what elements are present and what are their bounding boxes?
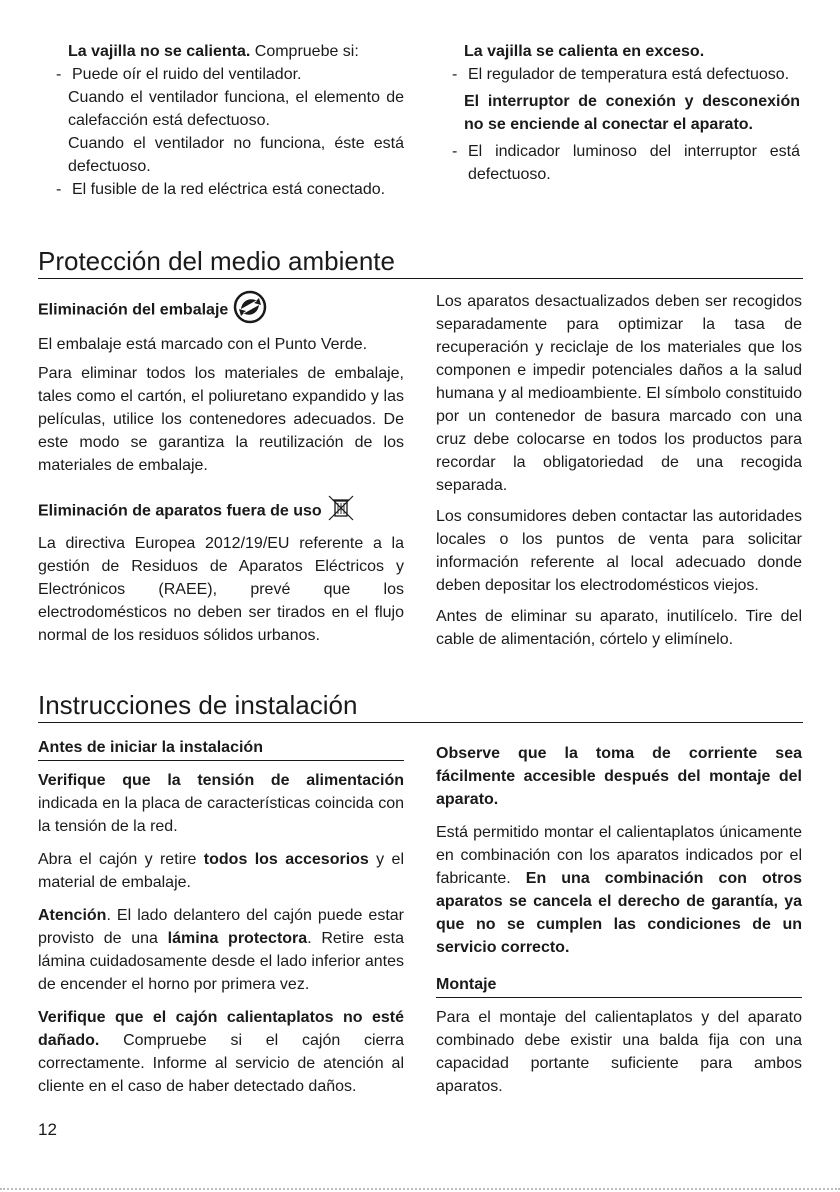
- mounting-heading: Montaje: [436, 973, 802, 998]
- troubleshoot-too-hot: La vajilla se calienta en exceso. - El regulador de temperatura está defectuoso. El interruptor de conexión y desconexión no se enciende al conectar el aparato. - El indicador luminoso del interruptor está defectuoso.: [452, 40, 800, 186]
- green-dot-icon: [233, 290, 267, 331]
- before-install-heading: Antes de iniciar la instalación: [38, 736, 404, 761]
- section-title-installation: Instrucciones de instalación: [38, 690, 803, 723]
- crossed-bin-icon: [326, 493, 356, 530]
- page-number: 12: [38, 1120, 57, 1139]
- appliance-disposal-heading: Eliminación de aparatos fuera de uso: [38, 502, 322, 520]
- environment-left-column: Eliminación del embalaje El embalaje está marcado con el Punto Verde. Para eliminar todos los materiales de embalaje, tales como el cartón, el poliuretano expandido y las películas, utilice los contenedores adecuados. De este modo se garantiza la reutilización de los materiales de embalaje. Eliminación de aparatos fuera de uso La directiva Europea 2012/19/EU referente a la gestión de Residuos de Aparatos Eléctricos y Electrónicos (RAEE), prevé que los electrodomésticos no deben ser tirados en el flujo normal de los residuos sólidos urbanos.: [38, 288, 404, 647]
- troubleshoot-not-hot: La vajilla no se calienta. Compruebe si: - Puede oír el ruido del ventilador. Cuando el ventilador funciona, el elemento de calefacción está defectuoso. Cuando el ventilador no funciona, éste está defectuoso. - El fusible de la red eléctrica está conectado.: [56, 40, 404, 201]
- list-item: - Puede oír el ruido del ventilador.: [56, 66, 302, 83]
- list-item: - El regulador de temperatura está defectuoso.: [452, 66, 790, 83]
- troubleshoot-heading: La vajilla no se calienta.: [68, 43, 251, 60]
- installation-right-column: Observe que la toma de corriente sea fácilmente accesible después del montaje del aparato. Está permitido montar el calientaplatos únicamente en combinación con los aparatos indicados por el fabricante. En una combinación con otros aparatos se cancela el derecho de garantía, ya que no se cumplen las condiciones de un servicio correcto. Montaje Para el montaje del calientaplatos y del aparato combinado debe existir una balda fija con una capacidad portante suficiente para ambos aparatos.: [436, 745, 802, 1095]
- section-title-environment: Protección del medio ambiente: [38, 246, 803, 279]
- installation-left-column: Antes de iniciar la instalación Verifique que la tensión de alimentación indicada en la placa de características coincida con la tensión de la red. Abra el cajón y retire todos los accesorios y el material de embalaje. Atención. El lado delantero del cajón puede estar provisto de una lámina protectora. Retire esta lámina cuidadosamente desde el lado inferior antes de encender el horno por primera vez. Verifique que el cajón calientaplatos no esté dañado. Compruebe si el cajón cierra correctamente. Informe al servicio de atención al cliente en el caso de haber detectado daños.: [38, 736, 404, 1098]
- page-bottom-border: [0, 1188, 840, 1190]
- troubleshoot-heading: La vajilla se calienta en exceso.: [464, 43, 705, 60]
- list-item: - El fusible de la red eléctrica está conectado.: [56, 181, 386, 198]
- environment-right-column: Los aparatos desactualizados deben ser recogidos separadamente para optimizar la tasa de recuperación y reciclaje de los materiales que los componen e impedir potenciales daños a la salud humana y al medioambiente. El símbolo constituido por un contenedor de basura marcado con una cruz debe colocarse en todos los productos para recordar la obligatoriedad de una recogida separada. Los consumidores deben contactar las autoridades locales o los puntos de venta para solicitar información referente al local adecuado donde deben depositar los electrodomésticos viejos. Antes de eliminar su aparato, inutilícelo. Tire del cable de alimentación, córtelo y elimínelo.: [436, 293, 802, 648]
- packaging-heading: Eliminación del embalaje: [38, 301, 229, 319]
- list-item: - El indicador luminoso del interruptor está defectuoso.: [452, 143, 800, 183]
